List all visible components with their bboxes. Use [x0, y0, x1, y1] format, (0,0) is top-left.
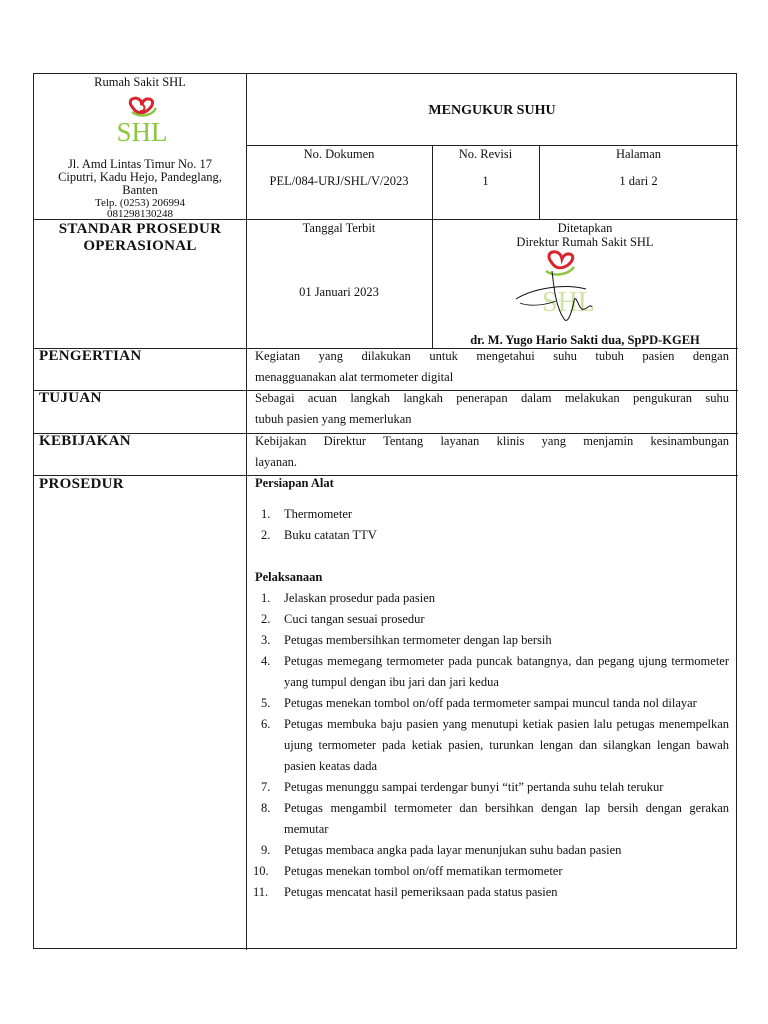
- list-item: [250, 840, 729, 861]
- logo-text: SHL: [116, 117, 168, 147]
- steps-list: [250, 588, 729, 903]
- doc-number-value: PEL/084-URJ/SHL/V/2023: [269, 174, 409, 188]
- text-line: tubuh pasien yang memerlukan: [255, 412, 412, 426]
- hospital-phone: Telp. (0253) 206994: [95, 197, 185, 209]
- item-number: 8.: [261, 801, 271, 815]
- issue-date-label: Tanggal Terbit: [302, 221, 376, 235]
- tools-heading: Persiapan Alat: [255, 476, 334, 490]
- item-number: 1.: [261, 591, 271, 605]
- text-line: Sebagai acuan langkah langkah penerapan dalam melakukan pengukuran suhu: [255, 391, 729, 405]
- text-line: Kegiatan yang dilakukan untuk mengetahui suhu tubuh pasien dengan: [255, 349, 729, 363]
- steps-heading: Pelaksanaan: [255, 570, 323, 584]
- item-text: Petugas menekan tombol on/off pada termometer sampai muncul tanda nol dilayar: [284, 696, 697, 710]
- item-number: 2.: [261, 612, 271, 626]
- hospital-name: Rumah Sakit SHL: [94, 75, 186, 89]
- grid-line: [246, 145, 738, 146]
- hospital-mobile: 081298130248: [107, 208, 173, 220]
- prosedur-label: PROSEDUR: [39, 476, 124, 492]
- tujuan-text: [255, 388, 729, 430]
- text-line: menagguanakan alat termometer digital: [255, 370, 454, 384]
- kebijakan-label: KEBIJAKAN: [39, 433, 131, 449]
- list-item: [250, 714, 729, 777]
- tujuan-label: TUJUAN: [39, 390, 102, 406]
- item-number: 7.: [261, 780, 271, 794]
- address-line: Ciputri, Kadu Hejo, Pandeglang,: [58, 170, 222, 184]
- grid-line: [246, 74, 247, 950]
- list-item: [250, 777, 729, 798]
- item-number: 3.: [261, 633, 271, 647]
- list-item: [250, 630, 729, 651]
- issue-date-value: 01 Januari 2023: [299, 285, 379, 299]
- svg-text:SHL: SHL: [542, 287, 595, 318]
- address-line: Jl. Amd Lintas Timur No. 17: [67, 157, 213, 171]
- item-text: Petugas menekan tombol on/off mematikan termometer: [284, 864, 563, 878]
- hospital-logo: [110, 92, 174, 150]
- list-item: [250, 504, 729, 525]
- list-item: [250, 588, 729, 609]
- item-text: Petugas membuka baju pasien yang menutupi ketiak pasien lalu petugas menempelkan ujung termometer pada ketiak pasien, turunkan lengan dan silangkan lengan bawah pasien keatas dada: [284, 717, 729, 773]
- item-number: 10.: [253, 864, 269, 878]
- kebijakan-text: [255, 431, 729, 473]
- list-item: [250, 693, 729, 714]
- item-text: Buku catatan TTV: [284, 528, 377, 542]
- page-label: Halaman: [615, 147, 662, 161]
- item-text: Petugas membersihkan termometer dengan lap bersih: [284, 633, 552, 647]
- approved-label: Ditetapkan: [557, 221, 613, 235]
- sop-document: [33, 73, 737, 949]
- revision-value: 1: [482, 174, 489, 188]
- list-item: [250, 882, 729, 903]
- text-line: Kebijakan Direktur Tentang layanan klinis yang menjamin kesinambungan: [255, 434, 729, 448]
- item-number: 2.: [261, 528, 271, 542]
- grid-line: [34, 475, 738, 476]
- document-title: MENGUKUR SUHU: [428, 103, 556, 118]
- signatory-name: dr. M. Yugo Hario Sakti dua, SpPD-KGEH: [470, 333, 700, 347]
- pengertian-label: PENGERTIAN: [39, 348, 142, 364]
- revision-label: No. Revisi: [458, 147, 513, 161]
- text-line: layanan.: [255, 455, 297, 469]
- item-text: Petugas mengambil termometer dan bersihkan dengan lap bersih dengan gerakan memutar: [284, 801, 729, 836]
- doc-number-label: No. Dokumen: [303, 147, 375, 161]
- tools-list: [250, 504, 729, 546]
- item-text: Petugas membaca angka pada layar menunjukan suhu badan pasien: [284, 843, 622, 857]
- item-text: Petugas memegang termometer pada puncak batangnya, dan pegang ujung termometer yang tumpul dengan ibu jari dan jari kedua: [284, 654, 729, 689]
- item-number: 5.: [261, 696, 271, 710]
- list-item: [250, 798, 729, 840]
- address-line: Banten: [122, 183, 158, 197]
- item-number: 6.: [261, 717, 271, 731]
- sop-label-line: OPERASIONAL: [83, 238, 197, 254]
- hospital-address: [34, 158, 246, 197]
- item-text: Thermometer: [284, 507, 353, 521]
- pengertian-text: [255, 346, 729, 388]
- approved-by: Direktur Rumah Sakit SHL: [516, 235, 654, 249]
- item-text: Petugas mencatat hasil pemeriksaan pada status pasien: [284, 885, 558, 899]
- item-number: 11.: [253, 885, 269, 899]
- sop-label-line: STANDAR PROSEDUR: [58, 221, 222, 237]
- item-text: Cuci tangan sesuai prosedur: [284, 612, 425, 626]
- item-number: 9.: [261, 843, 271, 857]
- item-text: Petugas menunggu sampai terdengar bunyi “tit” pertanda suhu telah terukur: [284, 780, 664, 794]
- signature-stamp: [512, 249, 608, 331]
- list-item: [250, 861, 729, 882]
- item-text: Jelaskan prosedur pada pasien: [284, 591, 435, 605]
- sop-label: [34, 221, 246, 255]
- list-item: [250, 525, 729, 546]
- list-item: [250, 651, 729, 693]
- item-number: 1.: [261, 507, 271, 521]
- list-item: [250, 609, 729, 630]
- page-value: 1 dari 2: [619, 174, 658, 188]
- item-number: 4.: [261, 654, 271, 668]
